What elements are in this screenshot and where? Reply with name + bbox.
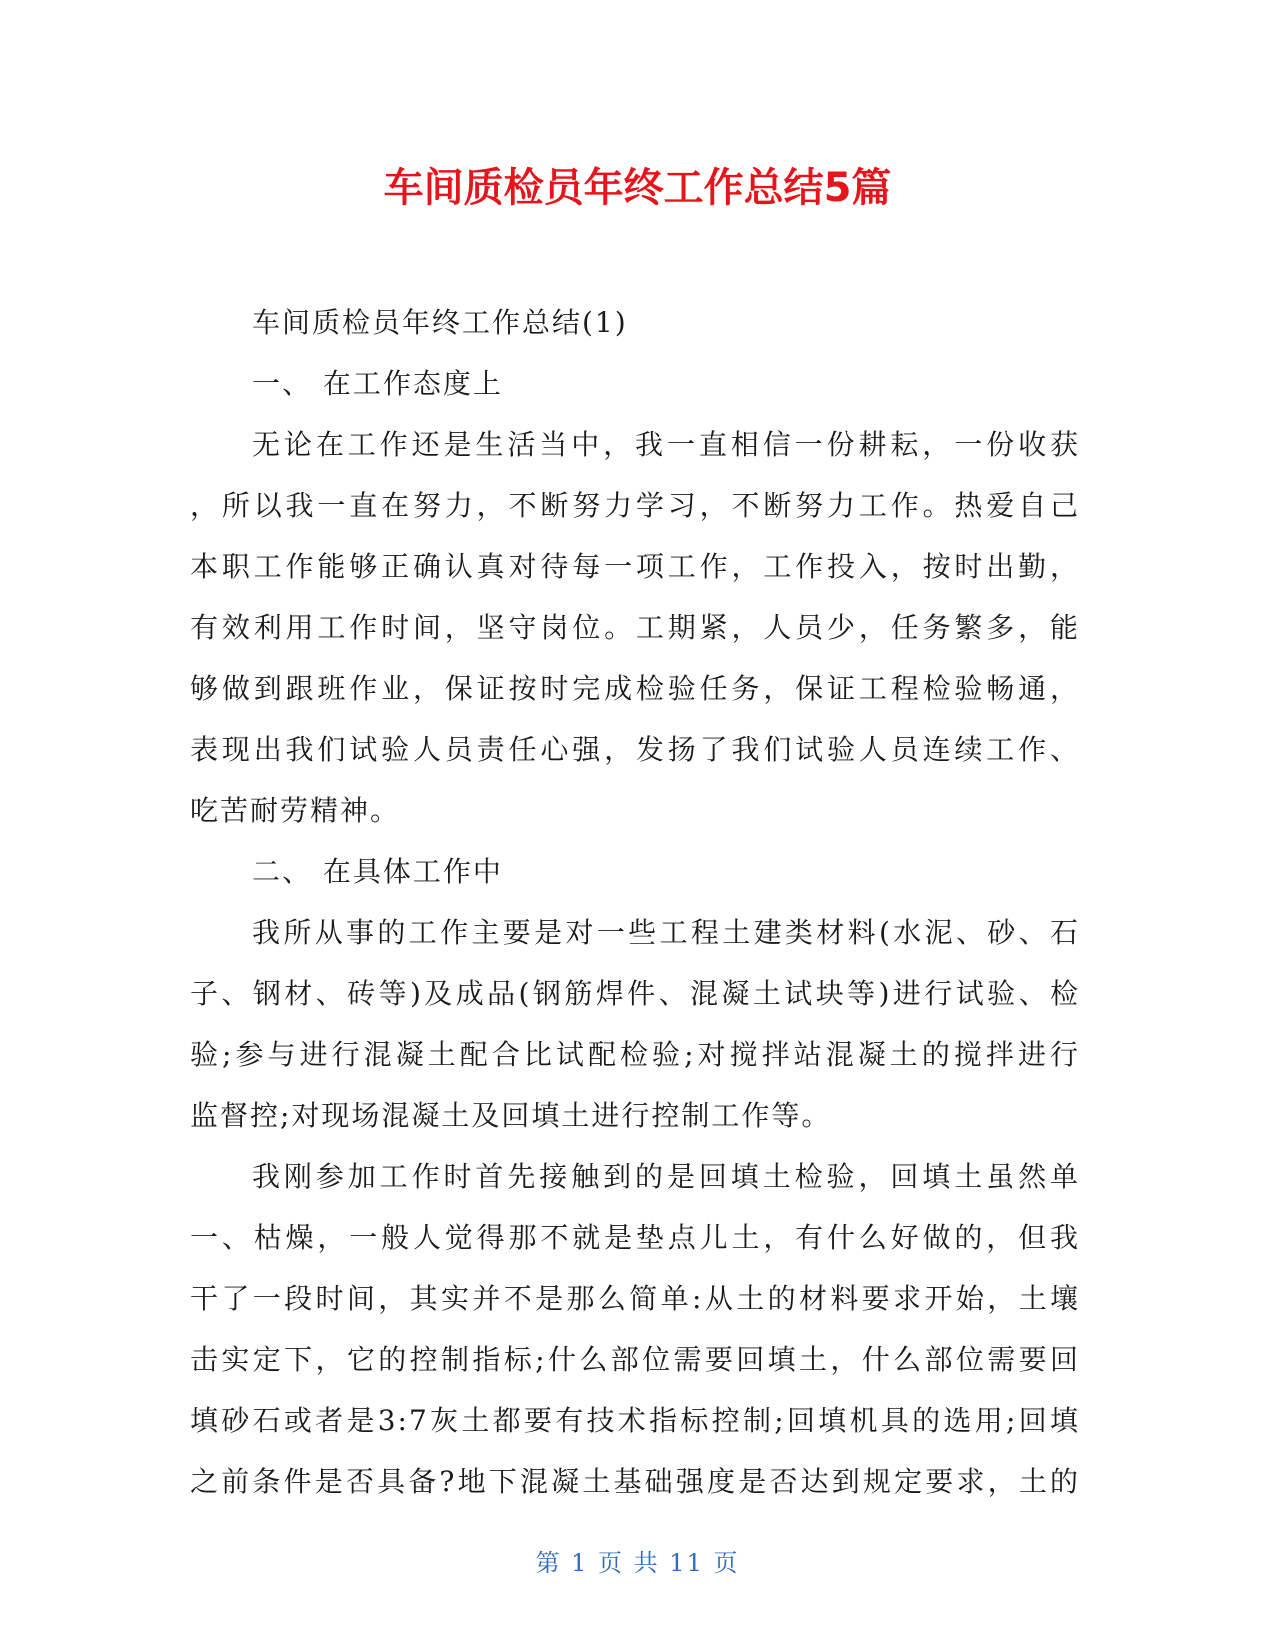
body-line: 我刚参加工作时首先接触到的是回填土检验，回填土虽然单 <box>252 1160 1080 1193</box>
body-line: 无论在工作还是生活当中，我一直相信一份耕耘，一份收获 <box>252 428 1080 461</box>
body-line: 干了一段时间，其实并不是那么简单:从土的材料要求开始，土壤 <box>190 1282 1080 1315</box>
body-line: 够做到跟班作业，保证按时完成检验任务，保证工程检验畅通， <box>190 672 1080 705</box>
section-heading: 一、 在工作态度上 <box>252 367 503 400</box>
body-line: 有效利用工作时间，坚守岗位。工期紧，人员少，任务繁多，能 <box>190 611 1080 644</box>
section-heading: 二、 在具体工作中 <box>252 855 503 888</box>
document-body <box>190 292 1080 1512</box>
body-line: 车间质检员年终工作总结(1) <box>252 306 628 339</box>
body-line: 本职工作能够正确认真对待每一项工作，工作投入，按时出勤， <box>190 550 1080 583</box>
body-line: 填砂石或者是3:7灰土都要有技术指标控制;回填机具的选用;回填 <box>190 1404 1080 1437</box>
body-line: 我所从事的工作主要是对一些工程土建类材料(水泥、砂、石 <box>252 916 1080 949</box>
body-line: 子、钢材、砖等)及成品(钢筋焊件、混凝土试块等)进行试验、检 <box>190 977 1080 1010</box>
body-line: 之前条件是否具备?地下混凝土基础强度是否达到规定要求，土的 <box>190 1465 1080 1498</box>
body-line: ，所以我一直在努力，不断努力学习，不断努力工作。热爱自己 <box>190 489 1080 522</box>
body-line: 一、枯燥，一般人觉得那不就是垫点儿土，有什么好做的，但我 <box>190 1221 1080 1254</box>
body-line: 击实定下，它的控制指标;什么部位需要回填土，什么部位需要回 <box>190 1343 1080 1376</box>
body-line: 吃苦耐劳精神。 <box>190 794 401 827</box>
body-line: 验;参与进行混凝土配合比试配检验;对搅拌站混凝土的搅拌进行 <box>190 1038 1080 1071</box>
body-line: 监督控;对现场混凝土及回填土进行控制工作等。 <box>190 1099 832 1132</box>
page-footer: 第 1 页 共 11 页 <box>535 1549 740 1577</box>
document-title: 车间质检员年终工作总结5篇 <box>383 165 892 211</box>
body-line: 表现出我们试验人员责任心强，发扬了我们试验人员连续工作、 <box>190 733 1080 766</box>
